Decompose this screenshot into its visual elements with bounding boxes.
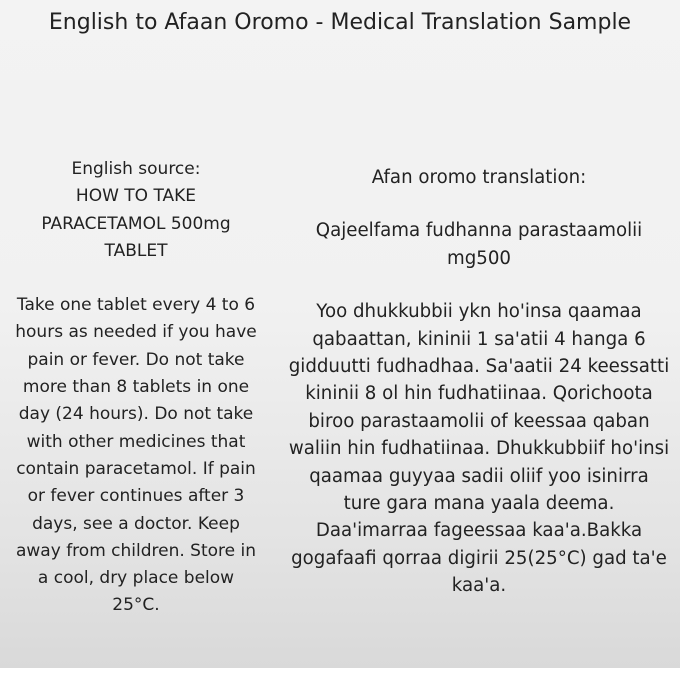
oromo-translation-label: Afan oromo translation: <box>371 167 587 188</box>
english-heading-line: TABLET <box>104 240 168 261</box>
oromo-instructions: Yoo dhukkubbii ykn ho'insa qaamaa qabaattan, kininii 1 sa'atii 4 hanga 6 gidduutti fudhadhaa. Sa'aatii 24 keessatti kininii 8 ol hin fudhatiinaa. Qorichoota biroo parastaamolii of keessaa qaban waliin hin fudhatiinaa. Dhukkubbiif ho'insi qaamaa guyyaa sadii oliif yoo isinirra ture gara mana yaala deema. <box>288 301 670 515</box>
spacer <box>288 191 670 217</box>
oromo-translation-column <box>288 164 670 600</box>
oromo-heading: Qajeelfama fudhanna parastaamolii mg500 <box>315 220 643 269</box>
document-title: English to Afaan Oromo - Medical Translation Sample <box>48 10 632 35</box>
english-source-label: English source: <box>71 159 201 179</box>
english-instructions: Take one tablet every 4 to 6 hours as needed if you have pain or fever. Do not take more than 8 tablets in one day (24 hours). Do not take with other medicines that contain paracetamol. If pain or fever continues after 3 days, see a doctor. Keep away from children. Store in a cool, dry place below 25°C. <box>15 295 257 616</box>
english-source-column <box>14 156 258 620</box>
spacer <box>288 272 670 298</box>
english-heading-line: PARACETAMOL 500mg <box>41 213 231 234</box>
bottom-border <box>0 668 680 680</box>
oromo-storage-instructions: Daa'imarraa fageessaa kaa'a.Bakka gogafaafi qorraa digirii 25(25°C) gad ta'e kaa'a. <box>291 520 667 597</box>
english-heading-line: HOW TO TAKE <box>75 186 197 207</box>
spacer <box>14 265 258 292</box>
